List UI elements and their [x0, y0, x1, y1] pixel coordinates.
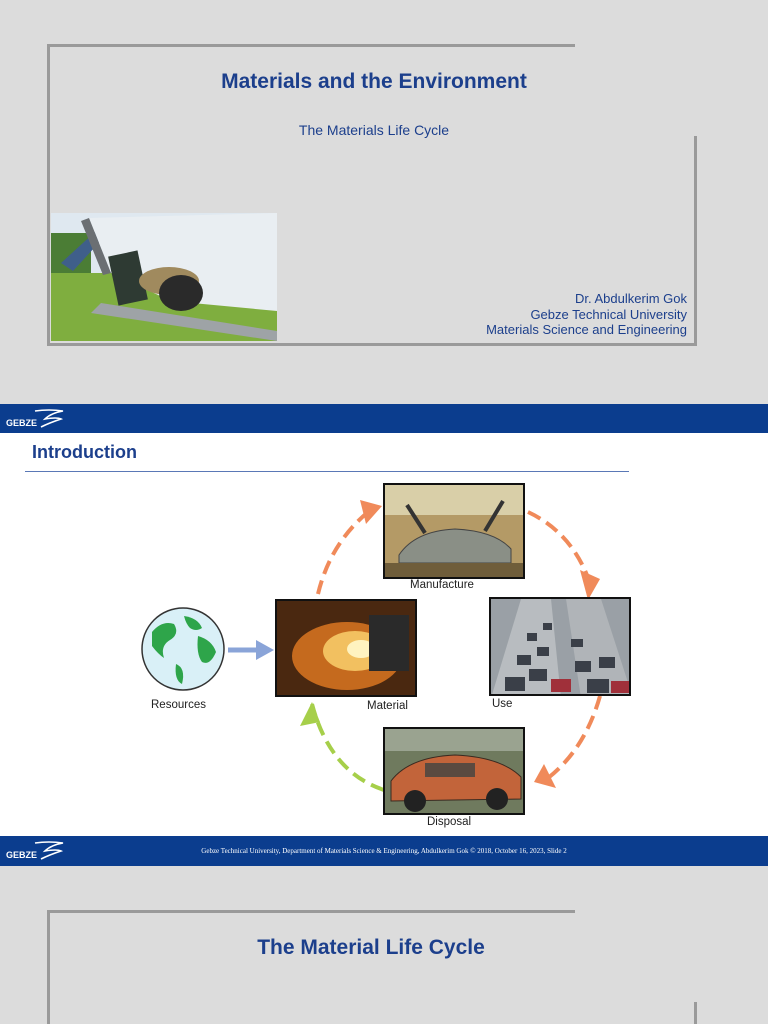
- arrow-head-to-use: [580, 570, 600, 600]
- globe-icon: [140, 606, 226, 692]
- slide1-subtitle: The Materials Life Cycle: [298, 122, 450, 138]
- author-name: Dr. Abdulkerim Gok: [575, 291, 687, 306]
- label-material: Material: [367, 700, 408, 712]
- label-use: Use: [492, 698, 513, 710]
- slide3-frame-top: [47, 910, 575, 913]
- material-photo: [275, 599, 417, 697]
- label-resources: Resources: [151, 699, 206, 711]
- slide2-footer-bar: [0, 836, 768, 866]
- disposal-photo: [383, 727, 525, 815]
- arrow-head-resources-to-material: [256, 640, 274, 660]
- logo-text: GEBZE: [6, 418, 38, 428]
- slide2-heading: Introduction: [32, 442, 137, 462]
- slide1-frame-right: [694, 136, 697, 346]
- slide1-title: Materials and the Environment: [221, 70, 527, 93]
- slide1-frame-bottom: [47, 343, 697, 346]
- author-department: Materials Science and Engineering: [486, 322, 687, 337]
- slide1-frame-top: [47, 44, 575, 47]
- label-disposal: Disposal: [427, 816, 472, 828]
- slide2: [0, 404, 768, 866]
- arrow-head-to-manufacture: [360, 500, 382, 524]
- slide3-frame-right: [694, 1002, 697, 1024]
- slide2-footer-text: Gebze Technical University, Department of Materials Science & Engineering, Abdulkerim Gok © 2018, October 16, 2023, Slide 2: [201, 847, 567, 855]
- author-university: Gebze Technical University: [530, 306, 687, 322]
- logo-text-footer: GEBZE: [6, 850, 38, 860]
- use-photo: [489, 597, 631, 696]
- label-manufacture: Manufacture: [410, 579, 474, 591]
- slide3-frame-left: [47, 910, 50, 1024]
- manufacture-photo: [383, 483, 525, 579]
- slide1-author-block: [486, 291, 687, 338]
- slide3-title: The Material Life Cycle: [257, 936, 485, 959]
- solar-panel-bird-nest-photo: [51, 213, 277, 341]
